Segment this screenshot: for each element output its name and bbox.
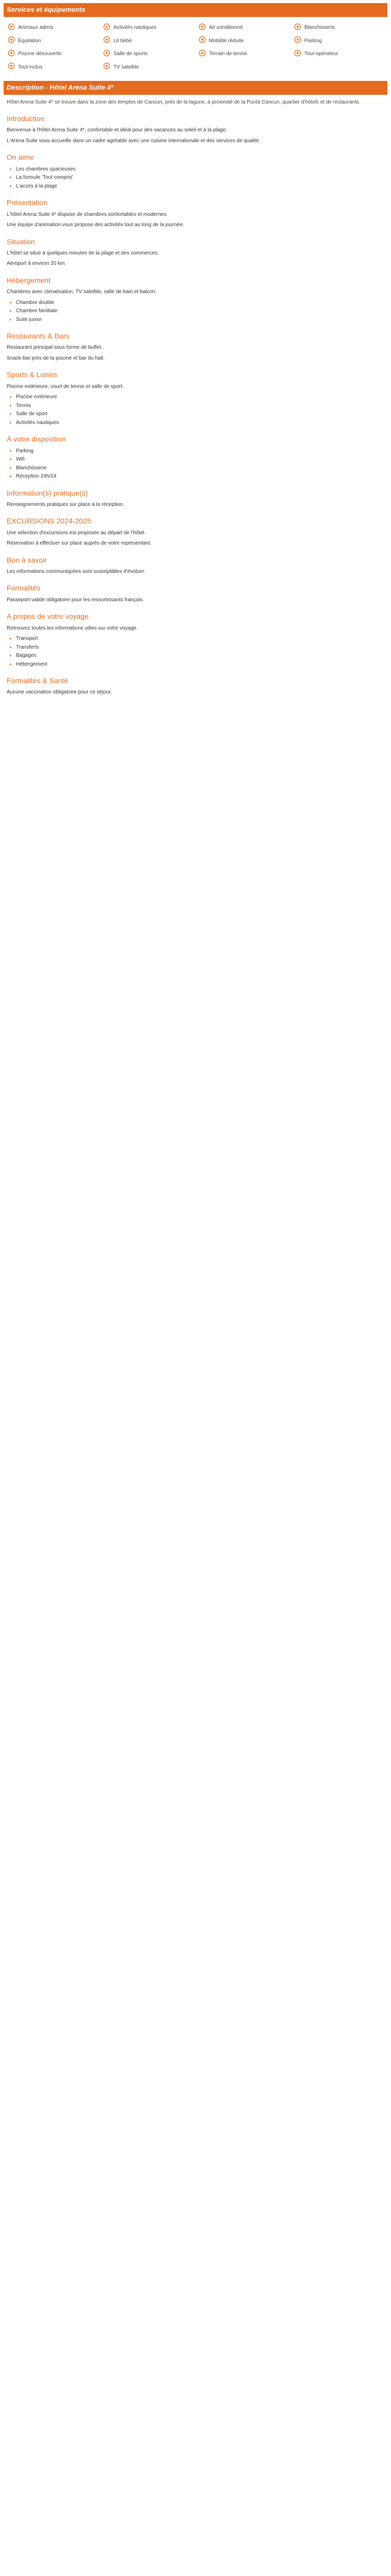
- service-label: Blanchisserie: [304, 25, 335, 31]
- service-label: Tour-opérateur: [304, 51, 338, 57]
- section-bullets: [7, 448, 384, 481]
- section-paragraph: L'Arena Suite vous accueille dans un cadre agréable avec une cuisine internationale et des services de qualité.: [7, 138, 260, 144]
- bullet-item: • Tennis: [16, 402, 384, 410]
- service-item: [103, 49, 192, 60]
- section-paragraph: Retrouvez toutes les informations utiles sur votre voyage.: [7, 625, 138, 631]
- bullet-item: • Parking: [16, 448, 384, 455]
- allinclusive-icon: [8, 62, 15, 73]
- section-title-introduction: Introduction: [7, 114, 45, 123]
- pool-icon: [8, 49, 15, 60]
- section-title-excursions: EXCURSIONS 2024-2025: [7, 517, 91, 526]
- bullet-item: • Salle de sport: [16, 411, 384, 418]
- service-item: [103, 62, 192, 73]
- bullet-item: • Chambre familiale: [16, 308, 384, 315]
- page: [4, 0, 387, 704]
- globe-icon: [294, 49, 301, 60]
- crib-icon: [103, 36, 110, 46]
- service-item: [103, 36, 192, 46]
- service-item: [294, 49, 383, 60]
- service-label: Salle de sports: [113, 51, 148, 57]
- description-bar: Description - Hôtel Arena Suite 4*: [4, 81, 387, 95]
- section-title-formalites: Formalités: [7, 584, 41, 592]
- section-paragraph: Restaurant principal sous forme de buffet.: [7, 345, 103, 351]
- section-paragraph: Bienvenue à l'hôtel Arena Suite 4*, confortable et idéal pour des vacances au soleil et à la plage.: [7, 127, 227, 133]
- service-label: Tout inclus: [18, 64, 43, 70]
- service-item: [199, 36, 288, 46]
- service-item: [8, 36, 97, 46]
- section-bullets: [7, 299, 384, 324]
- section-title-bon-a-savoir: Bon à savoir: [7, 555, 47, 564]
- service-item: [8, 49, 97, 60]
- bullet-item: • Activités nautiques: [16, 419, 384, 427]
- service-label: Piscine découverte: [18, 51, 62, 57]
- section-bullets: [7, 394, 384, 427]
- snowflake-icon: [199, 23, 206, 33]
- bullet-item: • Les chambres spacieuses: [16, 166, 384, 174]
- service-label: TV satellite: [113, 64, 139, 70]
- bullet-item: • Bagages: [16, 652, 384, 660]
- bullet-item: • Piscine extérieure: [16, 394, 384, 401]
- section-title-on-aime: On aime: [7, 153, 34, 162]
- laundry-icon: [294, 23, 301, 33]
- paw-icon: [8, 23, 15, 33]
- bullet-item: • Suite junior: [16, 316, 384, 324]
- tennis-icon: [199, 49, 206, 60]
- service-label: Animaux admis: [18, 25, 54, 31]
- bullet-item: • Blanchisserie: [16, 465, 384, 472]
- section-title-a-votre-disposition: À votre disposition: [7, 435, 66, 444]
- service-item: [294, 23, 383, 33]
- service-label: Équitation: [18, 38, 41, 44]
- section-paragraph: Une équipe d'animation vous propose des activités tout au long de la journée.: [7, 222, 184, 228]
- bullet-item: • La formule 'Tout compris': [16, 174, 384, 182]
- service-label: Lit bébé: [113, 38, 132, 44]
- section-title-formalites-sante: Formalités & Santé: [7, 676, 69, 685]
- wave-icon: [103, 23, 110, 33]
- sections-container: [7, 113, 384, 697]
- section-title-restaurants: Restaurants & Bars: [7, 332, 70, 341]
- parking-icon: [294, 36, 301, 46]
- service-item: [199, 49, 288, 60]
- service-label: Activités nautiques: [113, 25, 157, 31]
- bullet-item: • L'accès à la plage: [16, 183, 384, 191]
- section-paragraph: Renseignements pratiques sur place à la réception.: [7, 501, 124, 507]
- wheelchair-icon: [199, 36, 206, 46]
- section-bullets: [7, 635, 384, 668]
- bullet-item: • Transferts: [16, 644, 384, 652]
- section-title-hebergement: Hébergement: [7, 276, 51, 284]
- dumbbell-icon: [103, 49, 110, 60]
- section-title-a-propos: A propos de votre voyage: [7, 612, 89, 621]
- service-item: [199, 23, 288, 33]
- section-title-situation: Situation: [7, 237, 35, 246]
- section-title-sports: Sports & Loisirs: [7, 370, 58, 379]
- tv-icon: [103, 62, 110, 73]
- bullet-item: • Réception 24h/24: [16, 473, 384, 481]
- section-title-informations: Information(s) pratique(s): [7, 488, 88, 497]
- section-paragraph: Passeport valide obligatoire pour les ressortissants français.: [7, 597, 144, 603]
- description-intro: Hôtel Arena Suite 4* se trouve dans la zone des temples de Cancun, près de la lagune, à proximité de la Punta Cancun, quartier d'hôtels et de restaurants.: [7, 99, 361, 105]
- bullet-item: • Transport: [16, 635, 384, 643]
- horse-icon: [8, 36, 15, 46]
- services-bar: Services et équipements: [4, 3, 387, 17]
- service-label: Terrain de tennis: [209, 51, 247, 57]
- service-item: [8, 23, 97, 33]
- section-paragraph: Aucune vaccination obligatoire pour ce séjour.: [7, 689, 112, 696]
- section-paragraph: Aéroport à environ 20 km.: [7, 261, 67, 267]
- section-paragraph: Réservation à effectuer sur place auprès de votre représentant.: [7, 540, 152, 547]
- section-paragraph: Snack-bar près de la piscine et bar du hall.: [7, 355, 105, 361]
- services-grid: [4, 18, 387, 80]
- section-paragraph: Une sélection d'excursions est proposée au départ de l'hôtel.: [7, 530, 146, 536]
- bullet-item: • Hébergement: [16, 661, 384, 669]
- service-label: Parking: [304, 38, 322, 44]
- service-item: [8, 62, 97, 73]
- service-label: Air conditionné: [209, 25, 243, 31]
- service-label: Mobilité réduite: [209, 38, 244, 44]
- section-paragraph: L'hôtel Arena Suite 4* dispose de chambres confortables et modernes.: [7, 211, 168, 217]
- section-paragraph: Chambres avec climatisation, TV satellite, salle de bain et balcon.: [7, 289, 157, 295]
- bullet-item: • Chambre double: [16, 299, 384, 307]
- section-paragraph: Piscine extérieure, court de tennis et salle de sport.: [7, 383, 124, 389]
- section-paragraph: Les informations communiquées sont susceptibles d'évoluer.: [7, 568, 145, 574]
- service-item: [103, 23, 192, 33]
- service-item: [294, 36, 383, 46]
- section-title-presentation: Présentation: [7, 198, 47, 207]
- section-paragraph: L'hôtel se situe à quelques minutes de la plage et des commerces.: [7, 250, 159, 256]
- bullet-item: • Wifi: [16, 456, 384, 464]
- description-content: [4, 96, 387, 704]
- section-bullets: [7, 166, 384, 191]
